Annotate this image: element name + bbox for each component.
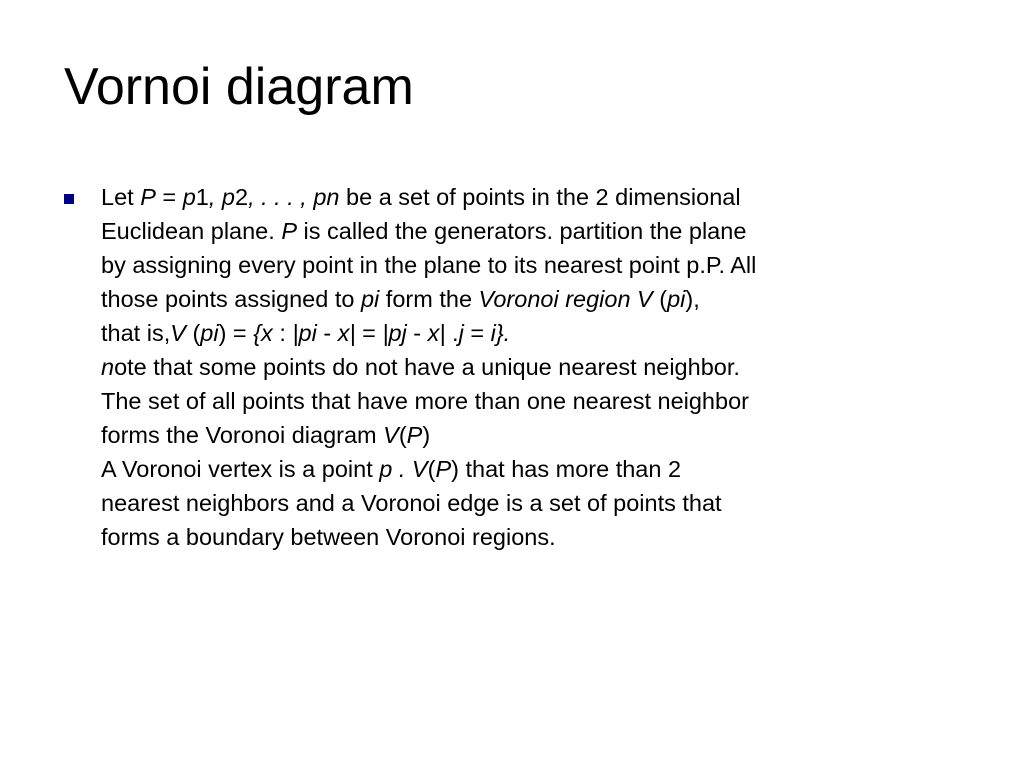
text-run-italic: P (435, 456, 452, 482)
text-run: be a set of points in the 2 dimensional (339, 184, 741, 210)
text-run: The set of all points that have more than one nearest neighbor (101, 388, 749, 414)
text-run: ) that has more than 2 (451, 456, 682, 482)
text-run-italic: j (458, 320, 464, 346)
text-run: Let (101, 184, 141, 210)
text-run-italic: P (281, 218, 297, 244)
text-run: by assigning every point in the plane to its nearest point p.P. All (101, 252, 757, 278)
text-run: Euclidean plane. (101, 218, 282, 244)
text-run-italic: n (101, 354, 115, 380)
text-run: ( (427, 456, 436, 482)
paragraph-line-9 (101, 452, 901, 486)
paragraph-line-6 (101, 350, 901, 384)
text-run: : (272, 320, 293, 346)
text-run: forms the Voronoi diagram (101, 422, 384, 448)
text-run-italic: V (170, 320, 186, 346)
paragraph-line-5 (101, 316, 901, 350)
text-run-italic: P (140, 184, 156, 210)
text-run: = (155, 184, 183, 210)
text-run-italic: Voronoi region V (478, 286, 653, 312)
text-run-italic: {x (253, 320, 273, 346)
text-run-italic: V (383, 422, 399, 448)
paragraph-line-2 (101, 214, 901, 248)
text-run-italic: pn (313, 184, 340, 210)
definition-paragraph (101, 180, 901, 554)
text-run-italic: V (411, 456, 428, 482)
paragraph-line-4 (101, 282, 901, 316)
text-run: form the (379, 286, 479, 312)
text-run-italic: P (406, 422, 423, 448)
text-run-italic: |pj (382, 320, 407, 346)
text-run: ), (685, 286, 700, 312)
text-run-italic: x| (427, 320, 446, 346)
text-run: ) = (218, 320, 254, 346)
text-run-italic: pi (200, 320, 219, 346)
text-run-italic: p (182, 184, 196, 210)
text-run-italic: pi (667, 286, 686, 312)
text-run-italic: p (221, 184, 235, 210)
text-run: A Voronoi vertex is a point (101, 456, 380, 482)
text-run: nearest neighbors and a Voronoi edge is a set of points that (101, 490, 722, 516)
slide-title: Vornoi diagram (64, 58, 414, 116)
text-run: forms a boundary between Voronoi regions. (101, 524, 556, 550)
text-run: ( (185, 320, 201, 346)
text-run-italic: pi (360, 286, 380, 312)
text-run: ote that some points do not have a unique nearest neighbor. (114, 354, 740, 380)
text-run: - (406, 320, 428, 346)
text-run: ( (652, 286, 668, 312)
paragraph-line-3 (101, 248, 901, 282)
paragraph-line-7 (101, 384, 901, 418)
paragraph-line-11 (101, 520, 901, 554)
text-run: . (445, 320, 459, 346)
text-run: 1 (195, 184, 209, 210)
text-run-italic: , . . . , (248, 184, 314, 210)
text-run: 2 (234, 184, 249, 210)
paragraph-line-8 (101, 418, 901, 452)
paragraph-line-10 (101, 486, 901, 520)
text-run-italic: i} (490, 320, 504, 346)
bullet-square-icon (64, 194, 74, 204)
text-run-italic: , (208, 184, 222, 210)
text-run: - (316, 320, 338, 346)
text-run: = (463, 320, 491, 346)
text-run: is called the generators. partition the plane (297, 218, 747, 244)
text-run: those points assigned to (101, 286, 361, 312)
text-run-italic: . (503, 320, 511, 346)
paragraph-line-1 (101, 180, 901, 214)
text-run-italic: p (379, 456, 393, 482)
text-run: that is, (101, 320, 171, 346)
text-run-italic: x| (337, 320, 356, 346)
text-run-italic: . (392, 456, 412, 482)
text-run: ) (422, 422, 431, 448)
text-run-italic: |pi (292, 320, 317, 346)
text-run: ( (398, 422, 407, 448)
text-run: = (355, 320, 383, 346)
